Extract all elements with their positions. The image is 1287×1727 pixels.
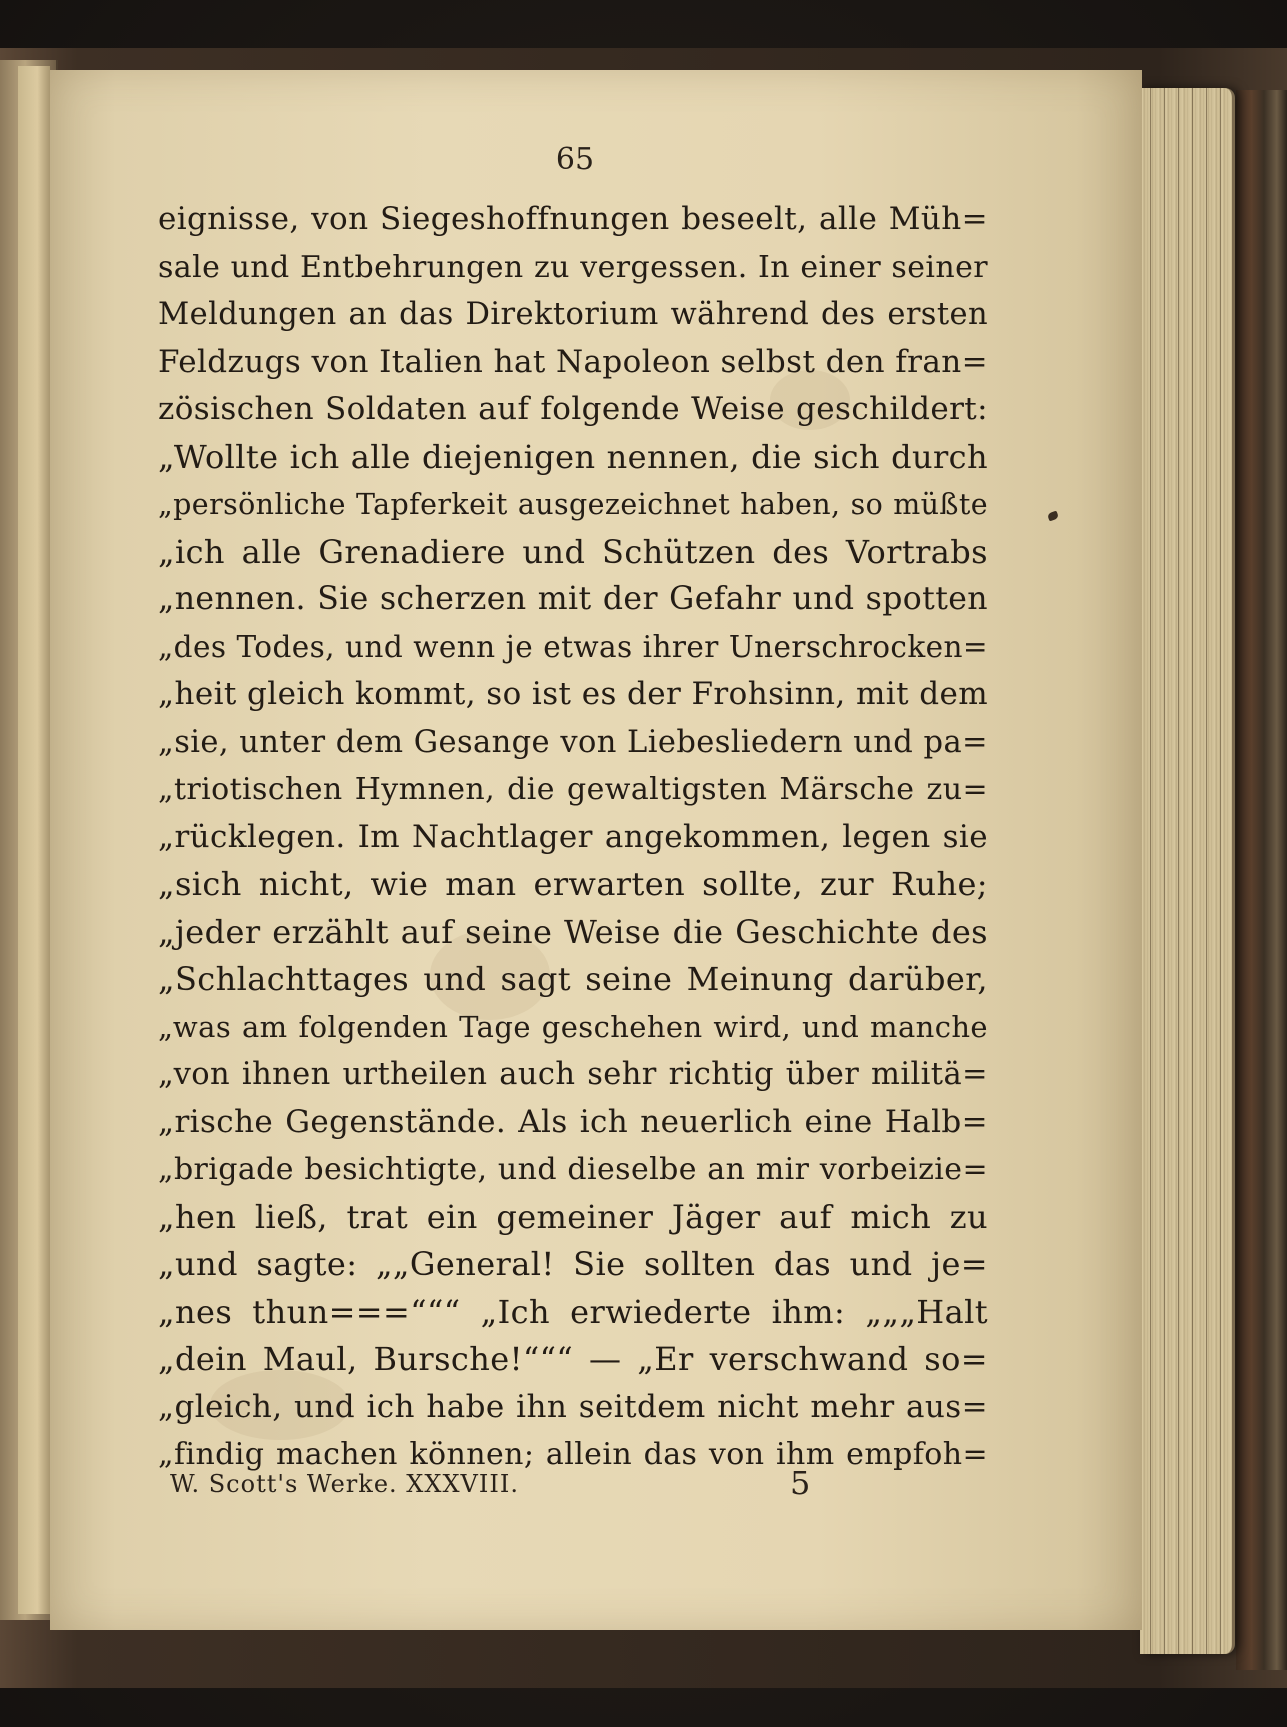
text-line: „des Todes, und wenn je etwas ihrer Unerschrocken=: [158, 629, 988, 664]
text-line: „sich nicht, wie man erwarten sollte, zur Ruhe;: [158, 865, 988, 903]
page-footer: [170, 1466, 990, 1506]
text-line: eignisse, von Siegeshoffnungen beseelt, alle Müh=: [158, 201, 988, 237]
left-page-edge: [18, 66, 50, 1614]
text-line: „persönliche Tapferkeit ausgezeichnet haben, so müßte: [158, 488, 988, 521]
text-line: „triotischen Hymnen, die gewaltigsten Märsche zu=: [158, 772, 988, 807]
text-line: „von ihnen urtheilen auch sehr richtig über militä=: [158, 1057, 988, 1092]
page-body-text: [158, 196, 988, 1479]
text-line: „was am folgenden Tage geschehen wird, und manche: [158, 1009, 988, 1044]
text-line: Feldzugs von Italien hat Napoleon selbst den fran=: [158, 343, 988, 380]
footer-title: W. Scott's Werke. XXXVIII.: [170, 1470, 519, 1498]
text-line: „findig machen können; allein das von ihm empfoh=: [158, 1437, 988, 1472]
text-line: „rücklegen. Im Nachtlager angekommen, legen sie: [158, 818, 988, 855]
text-line: „und sagte: „„General! Sie sollten das und je=: [158, 1245, 988, 1283]
text-line: „nes thun===“““ „Ich erwiederte ihm: „„„Halt: [158, 1292, 988, 1331]
text-line: „brigade besichtigte, und dieselbe an mir vorbeizie=: [158, 1152, 988, 1187]
text-line: „nennen. Sie scherzen mit der Gefahr und spotten: [158, 581, 988, 617]
text-line: „Wollte ich alle diejenigen nennen, die sich durch: [158, 437, 988, 476]
signature-mark: 5: [790, 1464, 811, 1502]
text-line: „gleich, und ich habe ihn seitdem nicht mehr aus=: [158, 1388, 988, 1425]
text-line: „sie, unter dem Gesange von Liebesliedern und pa=: [158, 724, 988, 760]
text-line: „dein Maul, Bursche!“““ — „Er verschwand so=: [158, 1340, 988, 1378]
text-line: „Schlachttages und sagt seine Meinung darüber,: [158, 960, 988, 998]
text-line: „heit gleich kommt, so ist es der Frohsinn, mit dem: [158, 676, 988, 712]
text-line: „rische Gegenstände. Als ich neuerlich eine Halb=: [158, 1103, 988, 1140]
text-line: zösischen Soldaten auf folgende Weise geschildert:: [158, 391, 988, 427]
text-line: „jeder erzählt auf seine Weise die Geschichte des: [158, 912, 988, 951]
text-line: Meldungen an das Direktorium während des ersten: [158, 297, 988, 332]
page-stack-edge: [1140, 88, 1235, 1654]
text-line: sale und Entbehrungen zu vergessen. In einer seiner: [158, 249, 988, 285]
text-line: „hen ließ, trat ein gemeiner Jäger auf mich zu: [158, 1197, 988, 1236]
right-cover-board: [1236, 90, 1287, 1670]
text-line: „ich alle Grenadiere und Schützen des Vortrabs: [158, 532, 988, 571]
page-number: 65: [555, 142, 595, 177]
